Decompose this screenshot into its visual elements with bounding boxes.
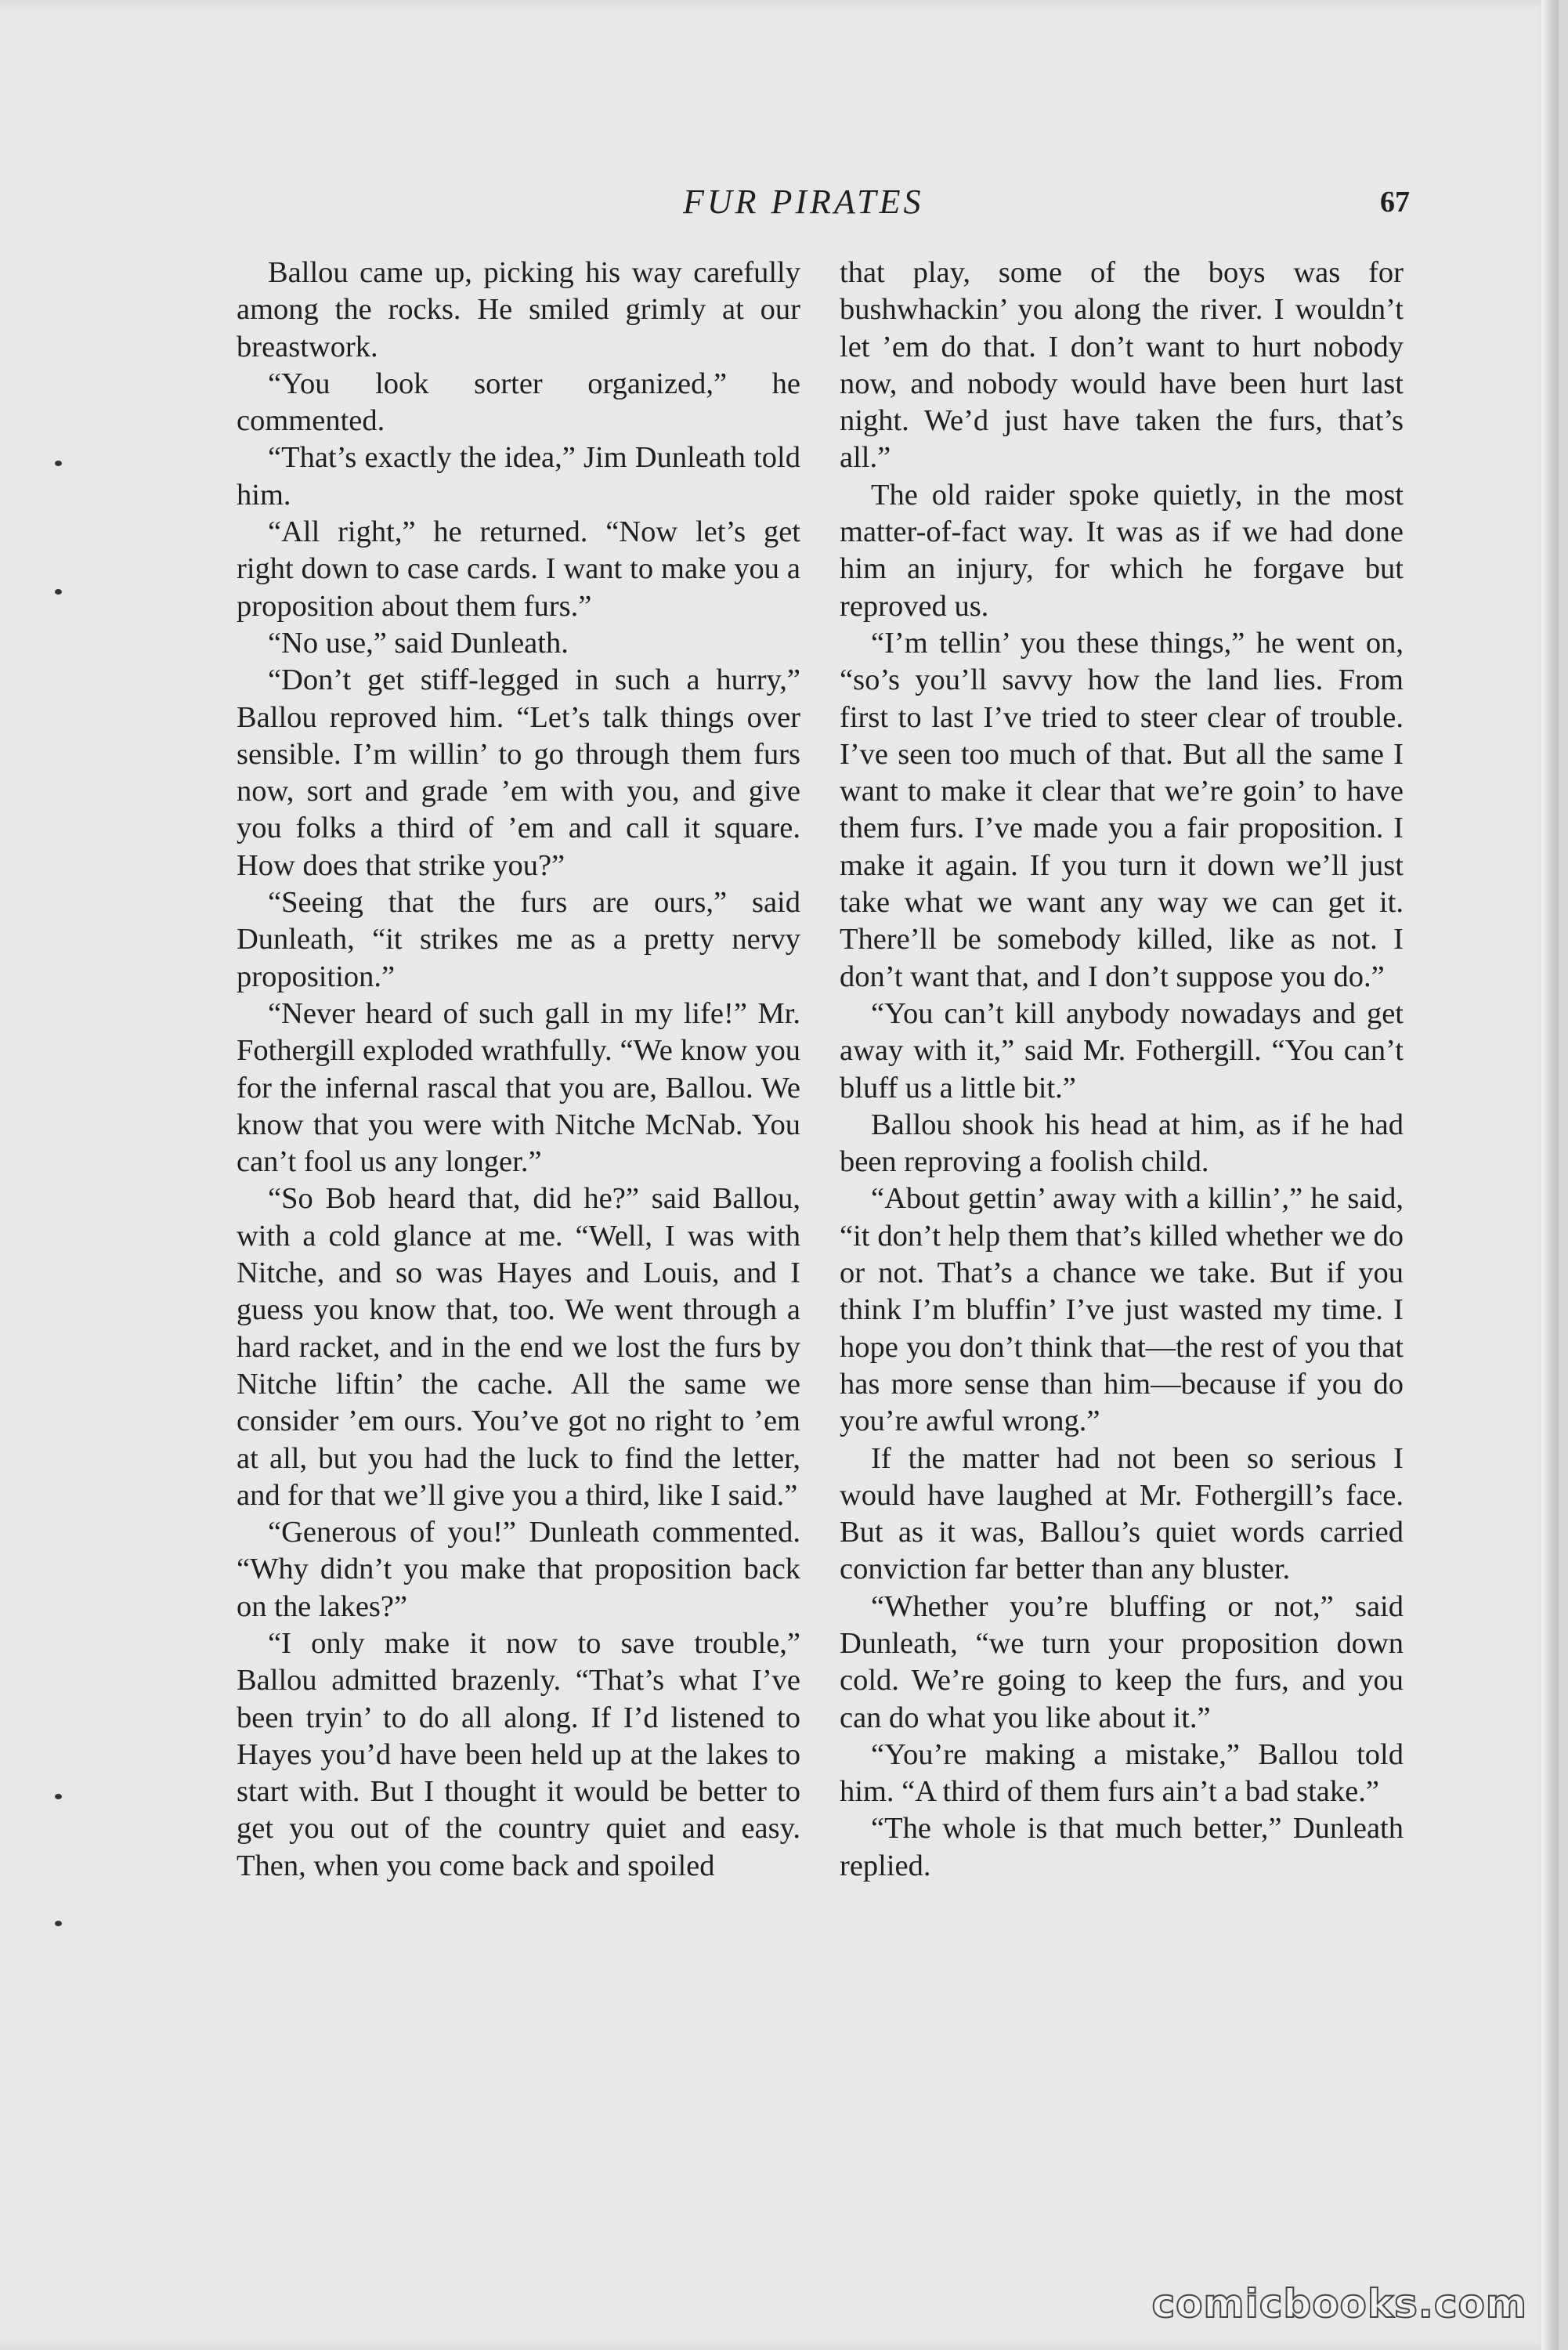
- text-column-right: [840, 255, 1404, 1885]
- paragraph: “You can’t kill anybody nowadays and get away with it,” said Mr. Fothergill. “You can’t bluff us a little bit.”: [840, 996, 1404, 1104]
- page-edge: [1541, 0, 1559, 2350]
- paragraph: “Seeing that the furs are ours,” said Dunleath, “it strikes me as a pretty nervy proposition.”: [237, 886, 800, 993]
- watermark: comicbooks.com: [1151, 2281, 1527, 2326]
- paragraph: “Don’t get stiff-legged in such a hurry,” Ballou reproved him. “Let’s talk things over sensible. I’m willin’ to go through them furs now, sort and grade ’em with you, and give you folks a third of ’em and call it square. How does that strike you?”: [237, 663, 800, 882]
- paragraph: “Generous of you!” Dunleath commented. “Why didn’t you make that proposition back on the lakes?”: [237, 1516, 800, 1623]
- paragraph: “Whether you’re bluffing or not,” said Dunleath, “we turn your proposition down cold. We’re going to keep the furs, and you can do what you like about it.”: [840, 1589, 1404, 1734]
- page-header: [235, 182, 1410, 229]
- paragraph: “So Bob heard that, did he?” said Ballou, with a cold glance at me. “Well, I was with Nitche, and so was Hayes and Louis, and I guess you know that, too. We went through a hard racket, and in the end we lost the furs by Nitche liftin’ the cache. All the same we consider ’em ours. You’ve got no right to ’em at all, but you had the luck to find the letter, and for that we’ll give you a third, like I said.”: [237, 1182, 800, 1512]
- paragraph: If the matter had not been so serious I would have laughed at Mr. Fothergill’s face. But as it was, Ballou’s quiet words carried conviction far better than any bluster.: [840, 1441, 1404, 1586]
- binding-hole-mark: [55, 1921, 62, 1926]
- page-number: 67: [1380, 186, 1410, 219]
- paragraph: “You’re making a mistake,” Ballou told him. “A third of them furs ain’t a bad stake.”: [840, 1737, 1404, 1809]
- binding-hole-mark: [55, 461, 62, 466]
- paragraph: “I’m tellin’ you these things,” he went on, “so’s you’ll savvy how the land lies. From first to last I’ve tried to steer clear of trouble. I’ve seen too much of that. But all the same I want to make it clear that we’re goin’ to have them furs. I’ve made you a fair proposition. I make it again. If you turn it down we’ll just take what we want any way we can get it. There’ll be somebody killed, like as not. I don’t want that, and I don’t suppose you do.”: [840, 626, 1404, 993]
- paragraph: “That’s exactly the idea,” Jim Dunleath told him.: [237, 441, 800, 512]
- paragraph: “The whole is that much better,” Dunleath replied.: [840, 1812, 1404, 1882]
- paragraph-continued: that play, some of the boys was for bushwhackin’ you along the river. I wouldn’t let ’em do that. I don’t want to hurt nobody now, and nobody would have been hurt last night. We’d just have taken the furs, that’s all.”: [840, 256, 1404, 475]
- paragraph: “Never heard of such gall in my life!” Mr. Fothergill exploded wrathfully. “We know you for the infernal rascal that you are, Ballou. We know that you were with Nitche McNab. You can’t fool us any longer.”: [237, 996, 800, 1179]
- paragraph: “You look sorter organized,” he commented.: [237, 367, 800, 438]
- paragraph: “About gettin’ away with a killin’,” he said, “it don’t help them that’s killed whether we do or not. That’s a chance we take. But if you think I’m bluffin’ I’ve just wasted my time. I hope you don’t think that—the rest of you that has more sense than him—because if you do you’re awful wrong.”: [840, 1182, 1404, 1438]
- paragraph: Ballou shook his head at him, as if he had been reproving a foolish child.: [840, 1108, 1404, 1179]
- text-column-left: [237, 255, 800, 1885]
- binding-hole-mark: [55, 589, 62, 595]
- paragraph: “No use,” said Dunleath.: [268, 626, 569, 660]
- paragraph: Ballou came up, picking his way carefully among the rocks. He smiled grimly at our breastwork.: [237, 256, 800, 363]
- running-title: FUR PIRATES: [683, 183, 924, 221]
- binding-hole-mark: [55, 1794, 62, 1799]
- paragraph: The old raider spoke quietly, in the most matter-of-fact way. It was as if we had done him an injury, for which he forgave but reproved us.: [840, 478, 1404, 623]
- paragraph: “I only make it now to save trouble,” Ballou admitted brazenly. “That’s what I’ve been tryin’ to do all along. If I’d listened to Hayes you’d have been held up at the lakes to start with. But I thought it would be better to get you out of the country quiet and easy. Then, when you come back and spoiled: [237, 1626, 800, 1882]
- paragraph: “All right,” he returned. “Now let’s get right down to case cards. I want to make you a proposition about them furs.”: [237, 515, 800, 623]
